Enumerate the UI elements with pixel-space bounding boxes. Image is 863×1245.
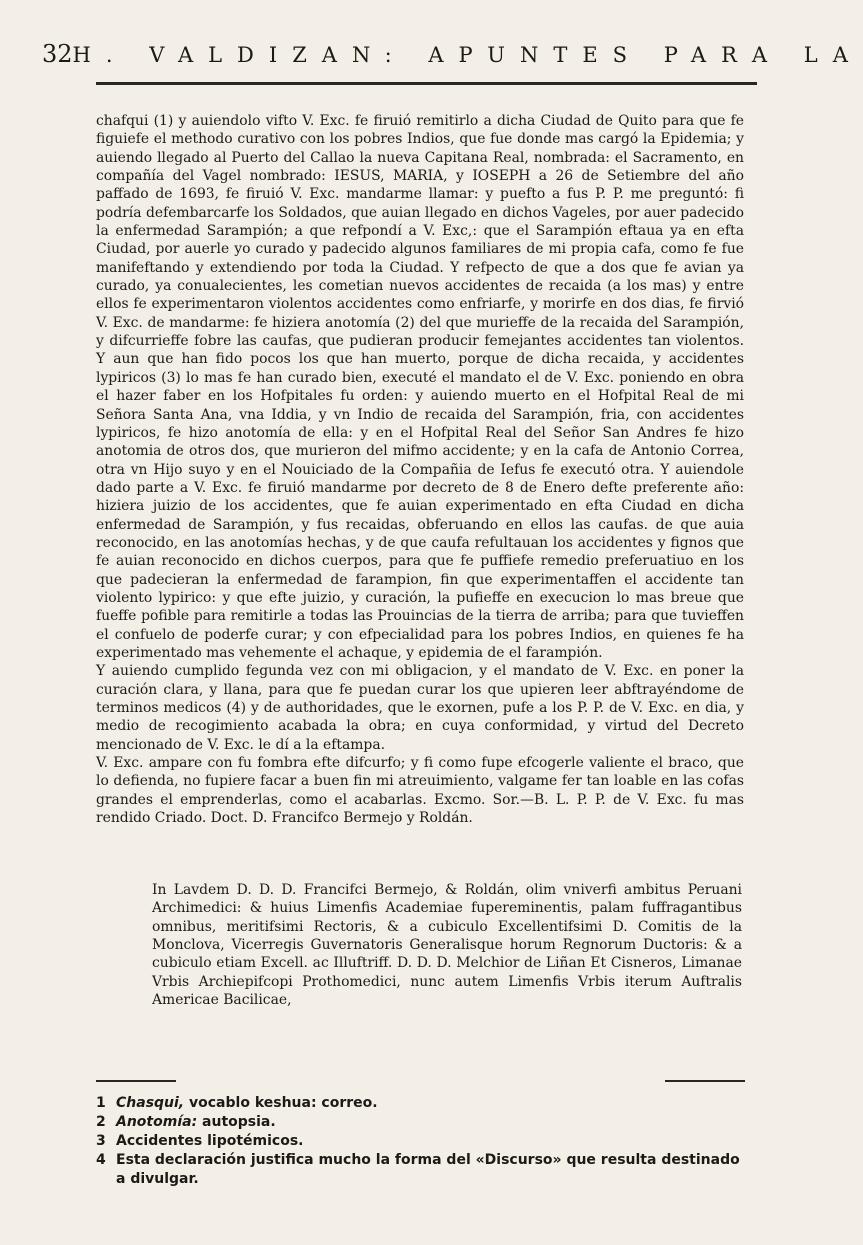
body-paragraph: Y auiendo cumplido fegunda vez con mi obligacion, y el mandato de V. Exc. en poner la curación clara, y llana, para que fe puedan curar los que upieren leer abftrayéndome de terminos medicos (4) y de authoridades, que le exornen, pufe a los P. P. de V. Exc. en dia, y medio de recogimiento acabada la obra; en cuya conformidad, y virtud del Decreto mencionado de V. Exc. le dí a la eftampa. [96,663,744,753]
page-number: 32 [42,40,73,68]
footnote-rule-right [665,1080,745,1082]
footnote-number: 4 [96,1152,106,1168]
footnote-number: 3 [96,1133,106,1149]
footnote [96,1094,744,1113]
running-head: H. VALDIZAN: APUNTES PARA LA [72,43,863,67]
footnote [96,1113,744,1132]
footnote-text: Accidentes lipotémicos. [116,1133,304,1149]
footnote-term: Anotomía: [116,1114,198,1130]
footnote-text: vocablo keshua: correo. [184,1095,378,1111]
footnotes [96,1094,744,1189]
header-rule [96,82,757,85]
footnote [96,1151,744,1189]
footnote-number: 2 [96,1114,106,1130]
footnote [96,1132,744,1151]
footnote-number: 1 [96,1095,106,1111]
footnote-term: Chasqui, [116,1095,185,1111]
footnote-text: autopsia. [197,1114,276,1130]
latin-dedication [152,881,742,1009]
main-text [96,112,744,827]
footnote-separator [96,1080,745,1082]
body-paragraph: chafqui (1) y auiendolo vifto V. Exc. fe firuió remitirlo a dicha Ciudad de Quito para que fe figuiefe el methodo curativo con los pobres Indios, que fue donde mas cargó la Epidemia; y auiendo llegado al Puerto del Callao la nueva Capitana Real, nombrada: el Sacramento, en compañía del Vagel nombrado: IESUS, MARIA, y IOSEPH a 26 de Setiembre del año paffado de 1693, fe firuió V. Exc. mandarme llamar: y puefto a fus P. P. me preguntó: fi podría defembarcarfe los Soldados, que auian llegado en dichos Vageles, por auer padecido la enfermedad Sarampión; a que refpondí a V. Exc,: que el Sarampión eftaua ya en efta Ciudad, por auerle yo curado y padecido algunos familiares de mi propia cafa, como fe fue manifeftando y extendiendo por toda la Ciudad. Y refpecto de que a dos que fe avian ya curado, ya conualecientes, les cometian nuevos accidentes de recaida (a los mas) y entre ellos fe experimentaron violentos accidentes como enfriarfe, y morirfe en dos dias, fe firvió V. Exc. de mandarme: fe hiziera anotomía (2) del que murieffe de la recaida del Sarampión, y difcurrieffe fobre las caufas, que pudieran producir femejantes accidentes tan violentos. Y aun que han fido pocos los que han muerto, porque de dicha recaida, y accidentes lypiricos (3) lo mas fe han curado bien, executé el mandato el de V. Exc. poniendo en obra el hazer faber en los Hofpitales fu orden: y auiendo muerto en el Hofpital Real de mi Señora Santa Ana, vna Iddia, y vn Indio de recaida del Sarampión, fria, con accidentes lypiricos, fe hizo anotomía de ella: y en el Hofpital Real del Señor San Andres fe hizo anotomia de otros dos, que murieron del mifmo accidente; y en la cafa de Antonio Correa, otra vn Hijo suyo y en el Nouiciado de la Compañia de Iefus fe executó otra. Y auiendole dado parte a V. Exc. fe firuió mandarme por decreto de 8 de Enero defte preferente año: hiziera juizio de los accidentes, que fe auian experimentado en efta Ciudad en dicha enfermedad de Sarampión, y fus recaidas, obferuando en ellos las caufas. de que auia reconocido, en las anotomías hechas, y de que caufa refultauan los accidentes y fignos que fe auian reconocido en dichos cuerpos, para que fe puffiefe remedio preferuatiuo en los que padecieran la enfermedad de farampion, fin que experimentaffen el accidente tan violento lypirico: y que efte juizio, y curación, la pufieffe en execucion lo mas breue que fueffe pofible para remitirle a todas las Prouincias de la tierra de arriba; para que tuvieffen el confuelo de poderfe curar; y con efpecialidad para los pobres Indios, en quienes fe ha experimentado mas vehemente el achaque, y epidemia de el farampión. [96,113,744,661]
footnote-rule-left [96,1080,176,1082]
page-header [42,40,863,68]
footnote-text: Esta declaración justifica mucho la forma del «Discurso» que resulta destinado a divulgar. [116,1152,740,1187]
body-paragraph: V. Exc. ampare con fu fombra efte difcurfo; y fi como fupe efcogerle valiente el braco, que lo defienda, no fupiere facar a buen fin mi atreuimiento, valgame fer tan loable en las cofas grandes el emprenderlas, como el acabarlas. Excmo. Sor.—B. L. P. P. de V. Exc. fu mas rendido Criado. Doct. D. Francifco Bermejo y Roldán. [96,755,744,827]
latin-paragraph: In Lavdem D. D. D. Francifci Bermejo, & Roldán, olim vniverfi ambitus Peruani Archimedici: & huius Limenfis Academiae fupereminentis, palam fuffragantibus omnibus, meritifsimi Rectoris, & a cubiculo Excellentifsimi D. Comitis de la Monclova, Vicerregis Guvernatoris Generalisque horum Regnorum Ductoris: & a cubiculo etiam Excell. ac Illuftriff. D. D. D. Melchior de Liñan Et Cisneros, Limanae Vrbis Archiepifcopi Prothomedici, nunc autem Limenfis Vrbis iterum Auftralis Americae Bacilicae, [152,882,742,1009]
